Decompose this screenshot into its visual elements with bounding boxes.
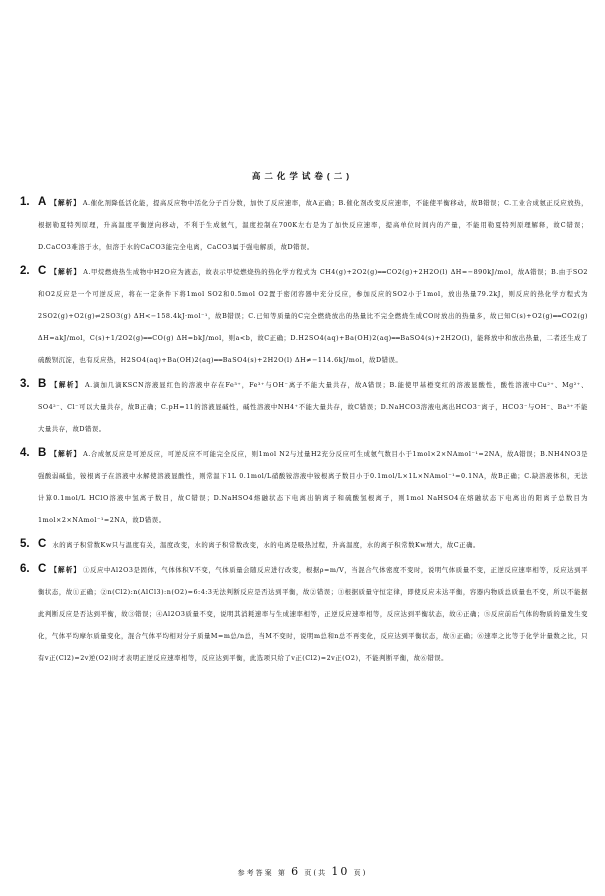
question-number: 3. — [20, 378, 30, 390]
footer-middle: 页(共 — [304, 869, 328, 877]
answer-letter: B — [38, 447, 47, 459]
analysis-tag: 【解析】 — [50, 450, 82, 458]
answer-item-6 — [20, 558, 588, 669]
analysis-text: 水的离子积常数Kw只与温度有关，温度改变，水的离子积常数改变，水的电离是吸热过程，升高温度，水的离子积常数Kw增大，故C正确。 — [52, 541, 480, 549]
answer-body — [38, 442, 588, 531]
answer-item-3 — [20, 373, 588, 440]
analysis-text: A.滴加几滴KSCN溶液显红色的溶液中存在Fe³⁺，Fe³⁺与OH⁻离子不能大量共存，故A错误；B.能使甲基橙变红的溶液显酸性，酸性溶液中Cu²⁺、Mg²⁺、SO4²⁻、Cl⁻可以大量共存，故B正确；C.pH=11的溶液显碱性，碱性溶液中NH4⁺不能大量共存，故C错误；D.NaHCO3溶液电离出HCO3⁻离子，HCO3⁻与OH⁻、Ba²⁺不能大量共存，故D错误。 — [38, 381, 589, 433]
answer-body — [38, 191, 588, 258]
analysis-text: A.甲烷燃烧热生成物中H2O应为液态，故表示甲烷燃烧热的热化学方程式为 CH4(g)+2O2(g)══CO2(g)+2H2O(l) ΔH=−890kJ/mol，故A错误；B.由于SO2和O2反应是一个可逆反应，将在一定条件下将1mol SO2和0.5mol O2置于密闭容器中充分反应，参加反应的SO2小于1mol，放出热量79.2kJ，则反应的热化学方程式为 2SO2(g)+O2(g)⇌2SO3(g) ΔH<−158.4kJ·mol⁻¹，故B错误；C.已知等质量的C完全燃烧放出的热量比不完全燃烧生成CO时放出的热量多，故已知C(s)+O2(g)══CO2(g) ΔH=akJ/mol，C(s)+1/2O2(g)══CO(g) ΔH=bkJ/mol，则a<b，故C正确；D.H2SO4(aq)+Ba(OH)2(aq)══BaSO4(s)+2H2O(l)，能释放中和放出热量，二者还生成了硫酸钡沉淀，也有反应热，H2SO4(aq)+Ba(OH)2(aq)══BaSO4(s)+2H2O(l) ΔH≠−114.6kJ/mol，故D错误。 — [38, 268, 589, 364]
footer-prefix: 参考答案 第 — [237, 869, 287, 877]
answer-letter: A — [38, 196, 47, 208]
footer-total-pages: 10 — [331, 865, 350, 878]
footer-page-number: 6 — [291, 865, 301, 878]
question-number: 6. — [20, 563, 30, 575]
answer-body — [38, 558, 588, 669]
answer-list — [20, 191, 588, 671]
page-title: 高二化学试卷(二) — [251, 171, 354, 181]
answer-letter: B — [38, 378, 47, 390]
answer-item-1 — [20, 191, 588, 258]
analysis-text: A.催化剂降低活化能，提高反应物中活化分子百分数，加快了反应速率，故A正确；B.催化剂改变反应速率，不能使平衡移动，故B错误；C.工业合成氨正反应放热，根据勒夏特列原理，升高温度平衡逆向移动，不利于生成氨气，温度控制在700K左右是为了加快反应速率，提高单位时间内的产量，不能用勒夏特列原理解释，故C错误；D.CaCO3难溶于水，但溶于水的CaCO3能完全电离，CaCO3属于强电解质，故D错误。 — [38, 199, 588, 251]
answer-body — [38, 260, 588, 371]
answer-item-5 — [20, 533, 588, 556]
footer-suffix: 页) — [353, 869, 368, 877]
analysis-tag: 【解析】 — [50, 566, 82, 574]
page-footer — [0, 865, 605, 878]
analysis-text: ①反应中Al2O3是固体，气体体积V不变，气体质量会随反应进行改变，根据ρ=m/V，当混合气体密度不变时，说明气体质量不变，正逆反应速率相等，反应达到平衡状态，故①正确；②n(Cl2):n(AlCl3):n(O2)=6:4:3无法判断反应是否达到平衡，故②错误；③根据质量守恒定律，即使反应未达平衡，容器内物质总质量也不变，所以不能据此判断反应是否达到平衡，故③错误；④Al2O3质量不变，说明其消耗速率与生成速率相等，正逆反应速率相等，反应达到平衡状态，故④正确；⑤反应前后气体的物质的量发生变化，气体平均摩尔质量变化，混合气体平均相对分子质量M=m总/n总，当M不变时，说明m总和n总不再变化，反应达到平衡状态，故⑤正确；⑥速率之比等于化学计量数之比，只有v正(Cl2)=2v逆(O2)时才表明正逆反应速率相等，反应达到平衡，此选项只给了v正(Cl2)=2v正(O2)，不能判断平衡，故⑥错误。 — [38, 566, 588, 662]
answer-body — [38, 533, 588, 556]
answer-item-2 — [20, 260, 588, 371]
analysis-tag: 【解析】 — [50, 199, 81, 207]
question-number: 5. — [20, 538, 30, 550]
answer-item-4 — [20, 442, 588, 531]
answer-letter: C — [38, 538, 47, 550]
answer-letter: C — [38, 265, 47, 277]
analysis-tag: 【解析】 — [50, 381, 83, 389]
answer-letter: C — [38, 563, 47, 575]
question-number: 2. — [20, 265, 30, 277]
analysis-text: A.合成氨反应是可逆反应，可逆反应不可能完全反应，则1mol N2与过量H2充分反应可生成氨气数目小于1mol×2×NAmol⁻¹=2NA，故A错误；B.NH4NO3是强酸弱碱盐，铵根离子在溶液中水解使溶液显酸性，则常温下1L 0.1mol/L硝酸铵溶液中铵根离子数目小于0.1mol/L×1L×NAmol⁻¹=0.1NA，故B正确；C.缺溶液体积，无法计算0.1mol/L HClO溶液中氢离子数目，故C错误；D.NaHSO4熔融状态下电离出钠离子和硫酸氢根离子，则1mol NaHSO4在熔融状态下电离出的阳离子总数目为1mol×2×NAmol⁻¹=2NA，故D错误。 — [38, 450, 588, 524]
question-number: 4. — [20, 447, 30, 459]
answer-body — [38, 373, 588, 440]
question-number: 1. — [20, 196, 30, 208]
analysis-tag: 【解析】 — [50, 268, 82, 276]
